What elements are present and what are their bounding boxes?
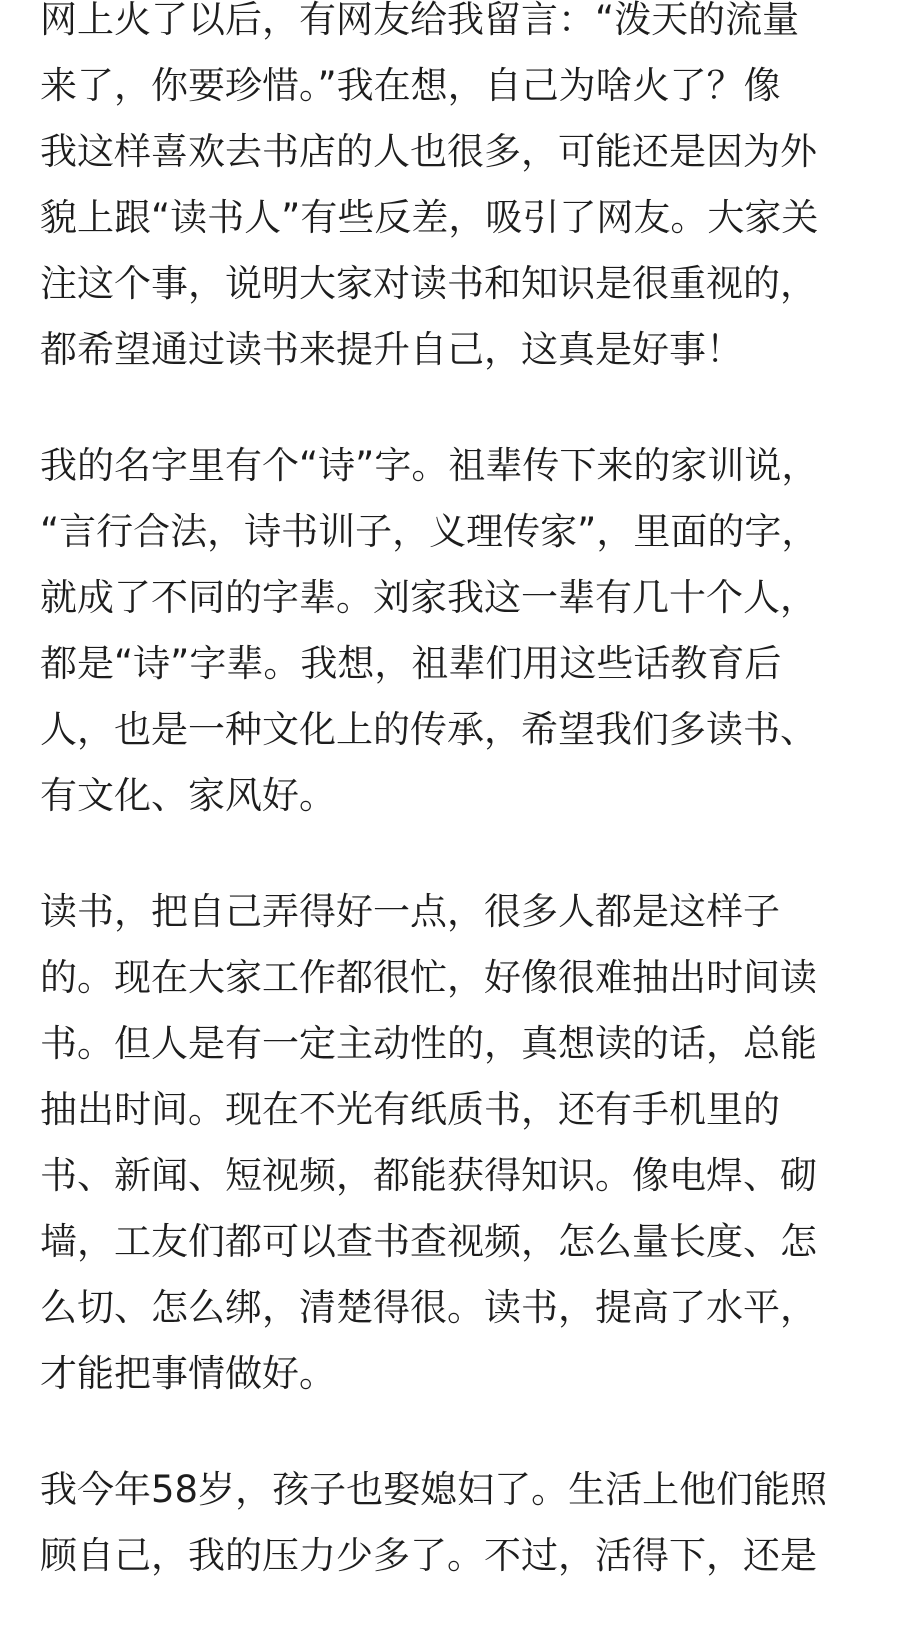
text-line: 我这样喜欢去书店的人也很多，可能还是因为外 [40,130,817,173]
text-line: 貌上跟“读书人”有些反差，吸引了网友。大家关 [40,196,819,239]
text-line: 读书，把自己弄得好一点，很多人都是这样子 [40,890,780,933]
text-line: “言行合法，诗书训子，义理传家”，里面的字， [40,510,819,553]
paragraph-4 [0,1457,908,1589]
text-line: 墙，工友们都可以查书查视频，怎么量长度、怎 [40,1220,817,1263]
text-line: 网上火了以后，有网友给我留言：“泼天的流量 [40,0,800,41]
text-line: 来了，你要珍惜。”我在想，自己为啥火了？像 [40,64,781,107]
text-line: 才能把事情做好。 [40,1352,336,1395]
text-line: 就成了不同的字辈。刘家我这一辈有几十个人， [40,576,817,619]
paragraph-2 [0,433,908,829]
paragraph-1 [0,0,908,383]
paragraph-3 [0,879,908,1407]
text-line: 么切、怎么绑，清楚得很。读书，提高了水平， [40,1286,817,1329]
text-line: 书。但人是有一定主动性的，真想读的话，总能 [40,1022,817,1065]
text-line: 有文化、家风好。 [40,774,336,817]
text-line: 的。现在大家工作都很忙，好像很难抽出时间读 [40,956,817,999]
text-line: 人，也是一种文化上的传承，希望我们多读书、 [40,708,817,751]
text-line: 抽出时间。现在不光有纸质书，还有手机里的 [40,1088,780,1131]
text-line: 书、新闻、短视频，都能获得知识。像电焊、砌 [40,1154,817,1197]
text-line: 我的名字里有个“诗”字。祖辈传下来的家训说， [40,444,819,487]
text-line: 注这个事，说明大家对读书和知识是很重视的， [40,262,817,305]
text-line: 都希望通过读书来提升自己，这真是好事！ [40,328,743,371]
text-line: 顾自己，我的压力少多了。不过，活得下，还是 [40,1534,817,1577]
text-line: 我今年58岁，孩子也娶媳妇了。生活上他们能照 [40,1468,828,1511]
text-line: 都是“诗”字辈。我想，祖辈们用这些话教育后 [40,642,782,685]
